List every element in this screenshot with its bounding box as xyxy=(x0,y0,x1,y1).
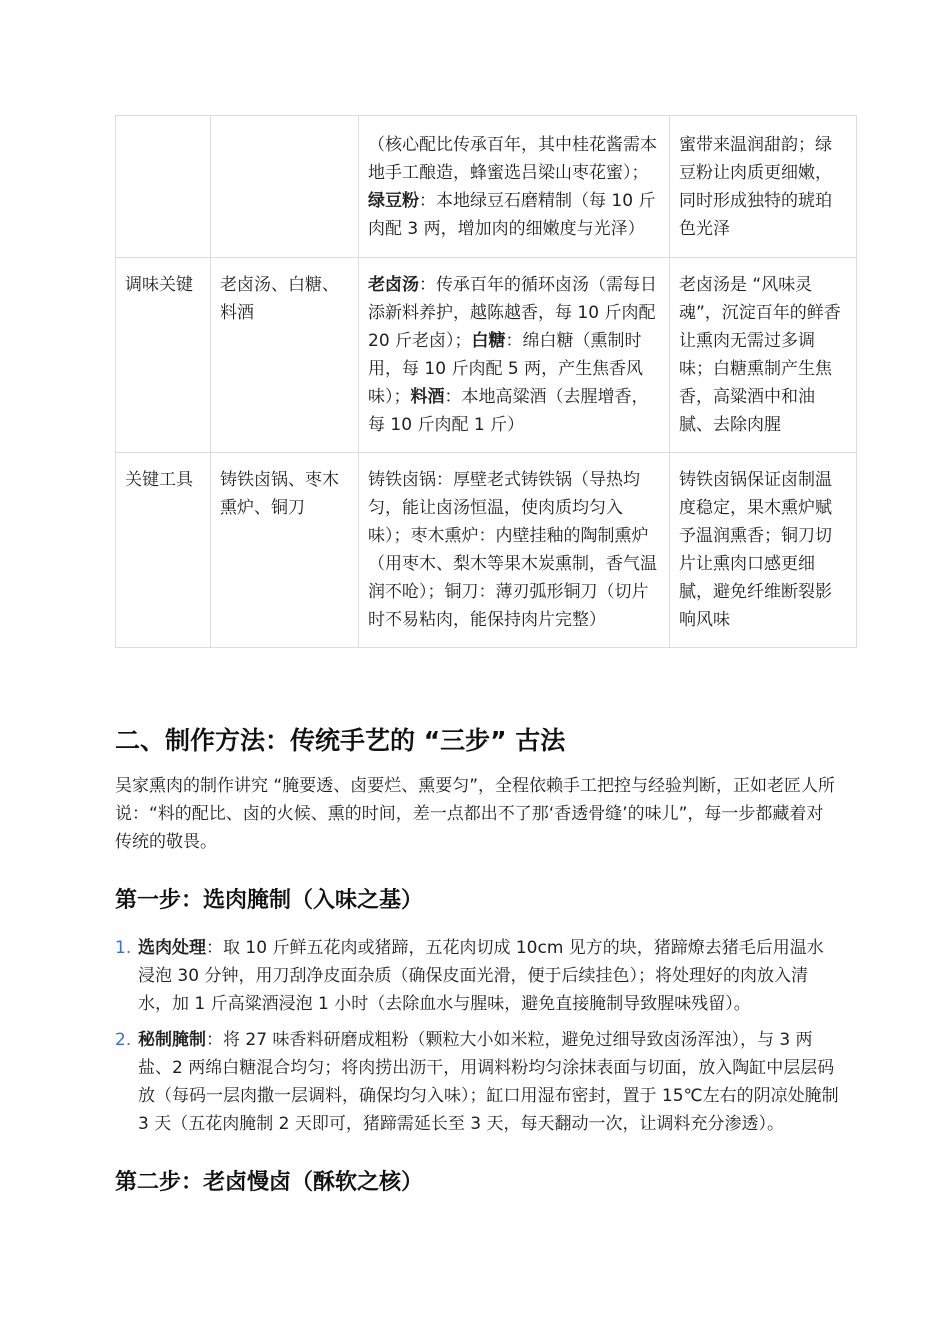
item-text: ：取 10 斤鲜五花肉或猪蹄，五花肉切成 10cm 见方的块，猪蹄燎去猪毛后用温水浸泡 30 分钟，用刀刮净皮面杂质（确保皮面光滑，便于后续挂色）；将处理好的肉放入清水，加 1 斤高粱酒浸泡 1 小时（去除血水与腥味，避免直接腌制导致腥味残留）。 xyxy=(138,938,824,1014)
main-content xyxy=(115,724,840,1216)
detail-text: 铸铁卤锅：厚壁老式铸铁锅（导热均匀，能让卤汤恒温，使肉质均匀入味）；枣木熏炉：内壁挂釉的陶制熏炉（用枣木、梨木等果木炭熏制，香气温润不呛）；铜刀：薄刃弧形铜刀（切片时不易粘肉，能保持肉片完整） xyxy=(368,470,657,630)
table-row xyxy=(116,116,857,258)
detail-text: ：本地高粱酒（去腥增香，每 10 斤肉配 1 斤） xyxy=(368,387,649,435)
items-cell xyxy=(211,116,359,258)
detail-cell xyxy=(359,116,670,258)
detail-term: 白糖 xyxy=(471,331,506,351)
step1-list xyxy=(115,934,840,1138)
list-item xyxy=(115,1026,840,1138)
table-row xyxy=(116,453,857,648)
item-label: 秘制腌制 xyxy=(138,1030,206,1050)
detail-term: 绿豆粉 xyxy=(368,191,419,211)
category-cell: 调味关键 xyxy=(116,258,211,453)
section-intro: 吴家熏肉的制作讲究 “腌要透、卤要烂、熏要匀”，全程依赖手工把控与经验判断，正如老匠人所说：“料的配比、卤的火候、熏的时间，差一点都出不了那‘香透骨缝’的味儿”，每一步都藏着对传统的敬畏。 xyxy=(115,776,836,852)
ingredients-tools-table xyxy=(115,115,857,648)
category-cell: 关键工具 xyxy=(116,453,211,648)
section-heading: 二、制作方法：传统手艺的 “三步” 古法 xyxy=(115,726,566,755)
detail-text: ：本地绿豆石磨精制（每 10 斤肉配 3 两，增加肉的细嫩度与光泽） xyxy=(368,191,656,239)
effect-cell: 蜜带来温润甜韵；绿豆粉让肉质更细嫩，同时形成独特的琥珀色光泽 xyxy=(670,116,857,258)
category-cell xyxy=(116,116,211,258)
list-number: 2. xyxy=(115,1030,132,1050)
effect-cell: 铸铁卤锅保证卤制温度稳定，果木熏炉赋予温润熏香；铜刀切片让熏肉口感更细腻，避免纤维断裂影响风味 xyxy=(670,453,857,648)
detail-text: ：传承百年的循环卤汤（需每日添新料养护，越陈越香，每 10 斤肉配 20 斤老卤）； xyxy=(368,275,657,351)
detail-cell xyxy=(359,258,670,453)
step2-heading: 第二步：老卤慢卤（酥软之核） xyxy=(115,1170,424,1195)
list-item xyxy=(115,934,840,1018)
detail-cell xyxy=(359,453,670,648)
item-label: 选肉处理 xyxy=(138,938,206,958)
step1-heading: 第一步：选肉腌制（入味之基） xyxy=(115,888,424,913)
table-row xyxy=(116,258,857,453)
detail-term: 料酒 xyxy=(410,387,445,407)
items-cell: 铸铁卤锅、枣木熏炉、铜刀 xyxy=(211,453,359,648)
detail-term: 老卤汤 xyxy=(368,275,419,295)
effect-cell: 老卤汤是 “风味灵魂”，沉淀百年的鲜香让熏肉无需过多调味；白糖熏制产生焦香，高粱酒中和油腻、去除肉腥 xyxy=(670,258,857,453)
list-number: 1. xyxy=(115,938,132,958)
items-cell: 老卤汤、白糖、料酒 xyxy=(211,258,359,453)
detail-text: （核心配比传承百年，其中桂花酱需本地手工酿造，蜂蜜选吕梁山枣花蜜）； xyxy=(368,135,657,183)
detail-text: ：绵白糖（熏制时用，每 10 斤肉配 5 两，产生焦香风味）； xyxy=(368,331,644,407)
item-text: ：将 27 味香料研磨成粗粉（颗粒大小如米粒，避免过细导致卤汤浑浊），与 3 两盐、2 两绵白糖混合均匀；将肉捞出沥干，用调料粉均匀涂抹表面与切面，放入陶缸中层层码放（每码一层肉撒一层调料，确保均匀入味）；缸口用湿布密封，置于 15℃左右的阴凉处腌制 3 天（五花肉腌制 2 天即可，猪蹄需延长至 3 天，每天翻动一次，让调料充分渗透）。 xyxy=(138,1030,839,1134)
